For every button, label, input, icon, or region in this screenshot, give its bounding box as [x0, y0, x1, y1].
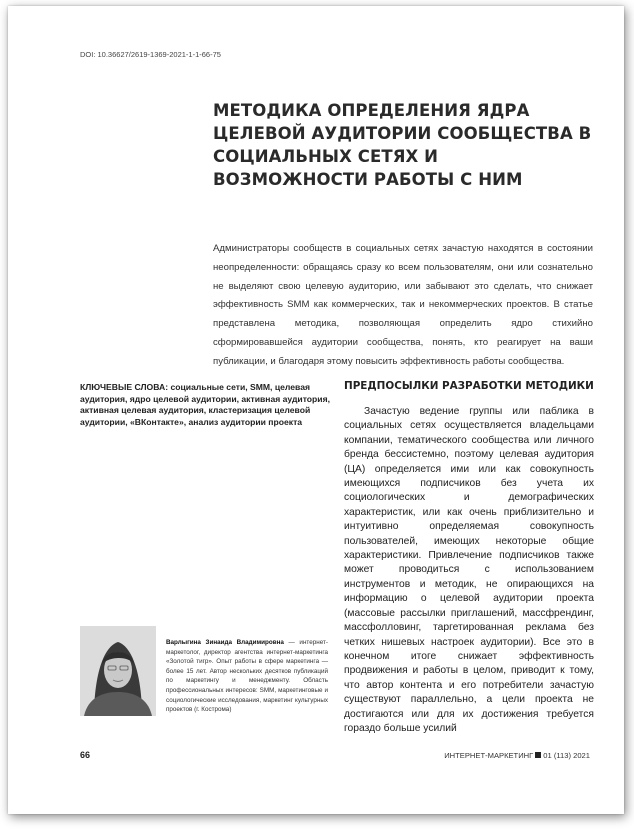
author-description: — интернет-маркетолог, директор агентства интернет-маркетинга «Золотой тигр». Опыт работы в сфере маркетинга — более 15 лет. Автор нескольких десятков публикаций по маркетингу и менеджменту. Область профессиональных интересов: SMM, маркетинговые и социологические исследования, маркетинг культурных проектов (г. Кострома)	[166, 639, 328, 714]
keywords-label: КЛЮЧЕВЫЕ СЛОВА:	[80, 382, 169, 392]
doi-line: DOI: 10.36627/2619-1369-2021-1-1-66-75	[80, 50, 221, 59]
keywords-text: социальные сети, SMM, целевая аудитория, ядро целевой аудитории, активная аудитория, активная целевая аудитория, кластеризация целевой аудитории, «ВКонтакте», анализ аудитории проекта	[80, 382, 330, 427]
author-portrait-image	[80, 626, 156, 716]
body-column	[344, 405, 594, 736]
journal-page	[8, 6, 624, 814]
author-name: Варлыгина Зинаида Владимировна	[166, 639, 284, 646]
author-bio	[166, 638, 328, 715]
body-paragraph: Зачастую ведение группы или паблика в социальных сетях осуществляется владельцами компании, тематического сообщества или личного бренда бессистемно, поэтому целевая аудитория (ЦА) определяется ими или как совокупность имеющихся подписчиков без учета их социологических и демографических характеристик, или как очень приблизительно и интуитивно определяемая совокупность пользователей, имеющих некоторые общие характеристики. Привлечение подписчиков также может проводиться с использованием инструментов и методик, не опирающихся на информацию о целевой аудитории проекта (массовые рассылки приглашений, массфрендинг, массфолловинг, таргетированная реклама без четких нишевых настроек аудитории). Все это в конечном итоге снижает эффективность продвижения и работы в целом, приводит к тому, что автор контента и его потребители зачастую существуют параллельно, а цели проекта не достигаются или для их достижения требуется гораздо больше усилий	[344, 406, 594, 734]
section-heading: ПРЕДПОСЫЛКИ РАЗРАБОТКИ МЕТОДИКИ	[344, 380, 594, 392]
journal-name: ИНТЕРНЕТ-МАРКЕТИНГ	[444, 751, 534, 760]
keywords-block	[80, 382, 330, 428]
journal-issue: 01 (113) 2021	[543, 751, 590, 760]
square-separator-icon	[535, 752, 541, 758]
article-abstract: Администраторы сообществ в социальных сетях зачастую находятся в состоянии неопределенности: обращаясь сразу ко всем пользователям, они или сознательно не выделяют свою целевую аудиторию, или забывают это сделать, что снижает эффективность SMM как коммерческих, так и некоммерческих проектов. В статье представлена методика, позволяющая определить ядро стихийно сформировавшейся аудитории сообщества, понять, кто реагирует на ваши публикации, и благодаря этому повысить эффективность работы сообщества.	[213, 243, 593, 367]
article-title: МЕТОДИКА ОПРЕДЕЛЕНИЯ ЯДРА ЦЕЛЕВОЙ АУДИТОРИИ СООБЩЕСТВА В СОЦИАЛЬНЫХ СЕТЯХ И ВОЗМОЖНОСТИ РАБОТЫ С НИМ	[213, 101, 592, 189]
journal-footer	[444, 751, 590, 760]
page-number: 66	[80, 750, 91, 760]
author-photo	[80, 626, 156, 716]
